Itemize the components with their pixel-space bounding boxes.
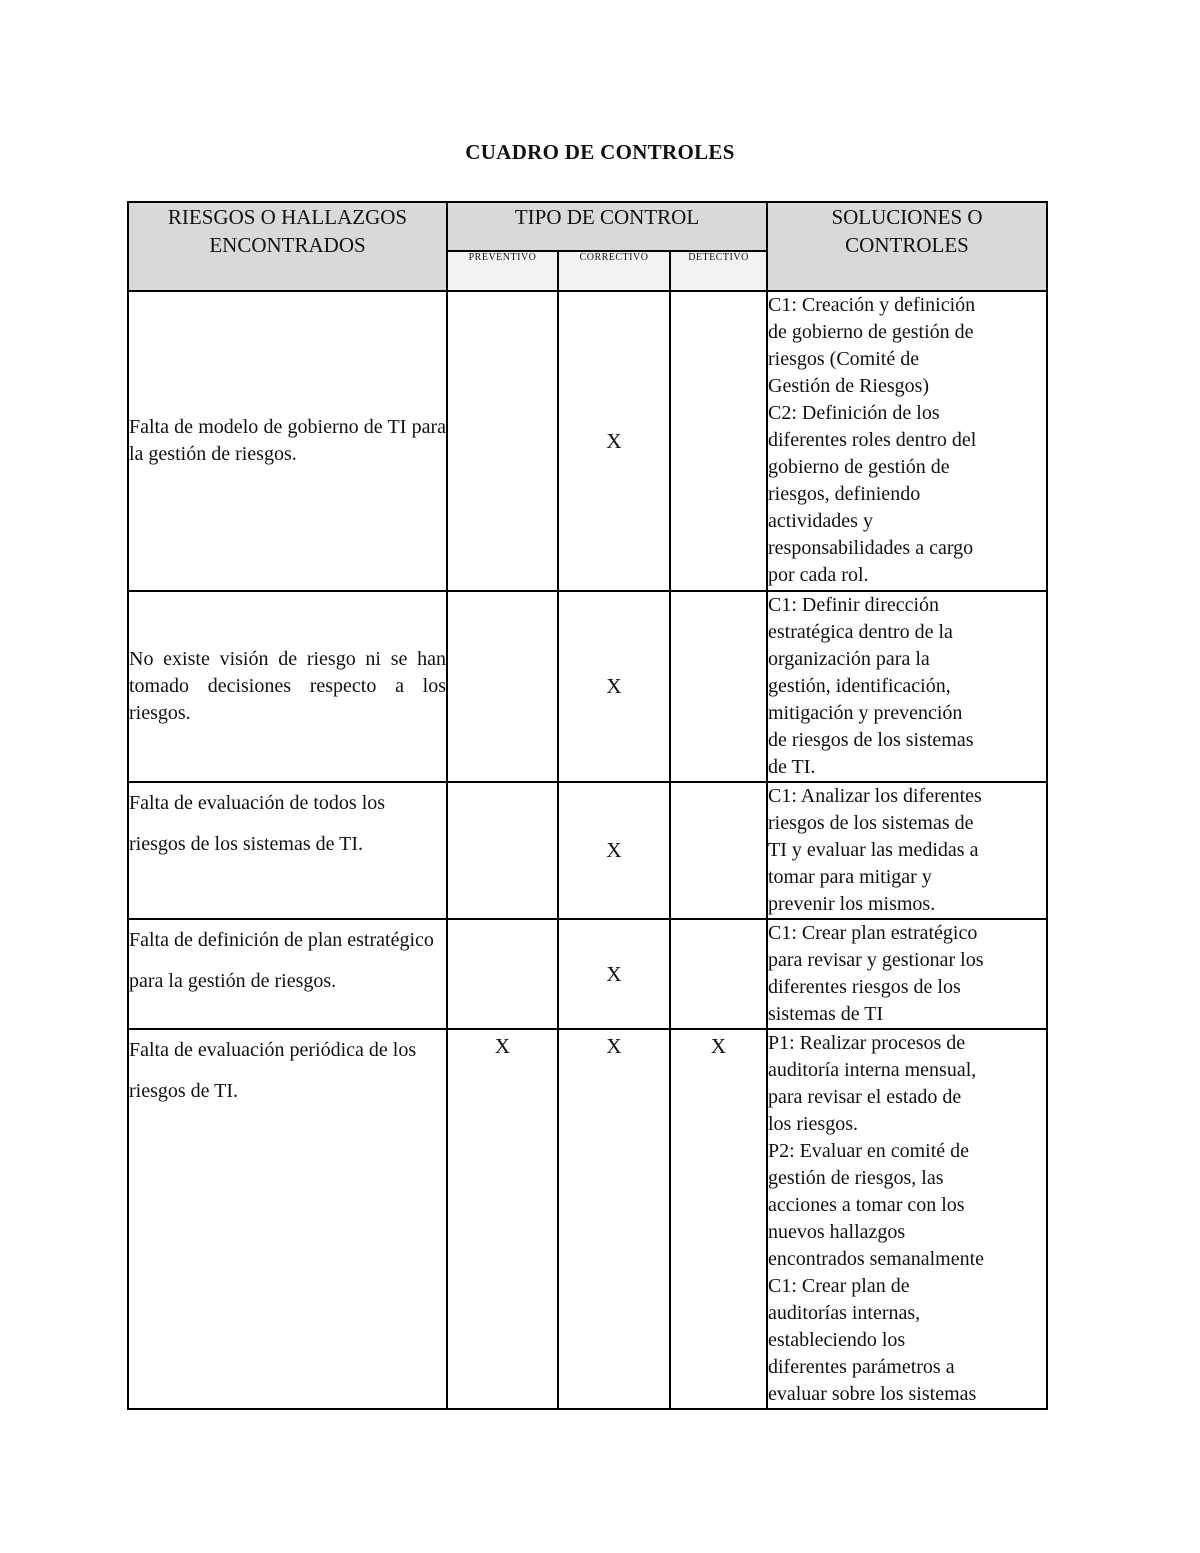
table-row [128, 1029, 1047, 1409]
solution-line: diferentes roles dentro del [768, 429, 977, 451]
solution-line: C1: Analizar los diferentes [768, 785, 982, 807]
risk-text: Falta de evaluación periódica de los riesgos de TI. [129, 1039, 417, 1102]
solution-line: evaluar sobre los sistemas [768, 1383, 977, 1405]
solution-line: de TI. [768, 756, 816, 778]
risk-cell [128, 291, 447, 591]
solution-line: riesgos, definiendo [768, 483, 921, 505]
solution-line: P2: Evaluar en comité de [768, 1140, 970, 1162]
solution-line: C1: Crear plan de [768, 1275, 910, 1297]
solution-line: TI y evaluar las medidas a [768, 839, 979, 861]
header-preventive: PREVENTIVO [447, 251, 558, 291]
header-control-type: TIPO DE CONTROL [447, 202, 767, 251]
solution-line: para revisar y gestionar los [768, 949, 984, 971]
preventive-mark [447, 591, 558, 782]
solution-line: acciones a tomar con los [768, 1194, 965, 1216]
solution-line: actividades y [768, 510, 873, 532]
solution-line: riesgos (Comité de [768, 348, 920, 370]
solution-line: gestión, identificación, [768, 675, 951, 697]
corrective-mark: X [558, 291, 670, 591]
risk-cell [128, 919, 447, 1029]
risk-text: Falta de modelo de gobierno de TI para la gestión de riesgos. [129, 416, 446, 465]
solution-line: mitigación y prevención [768, 702, 963, 724]
table-row [128, 919, 1047, 1029]
risk-text: No existe visión de riesgo ni se han tomado decisiones respecto a los riesgos. [129, 648, 446, 724]
corrective-mark: X [558, 782, 670, 919]
header-corrective: CORRECTIVO [558, 251, 670, 291]
risk-cell [128, 782, 447, 919]
detective-mark [670, 919, 767, 1029]
solution-line: prevenir los mismos. [768, 893, 936, 915]
solution-line: diferentes riesgos de los [768, 976, 961, 998]
header-risks: RIESGOS O HALLAZGOS ENCONTRADOS [128, 202, 447, 291]
table-row [128, 591, 1047, 782]
table-row [128, 782, 1047, 919]
controls-table [127, 201, 1048, 1410]
solution-cell [767, 1029, 1047, 1409]
solution-line: C1: Creación y definición [768, 294, 976, 316]
header-solutions: SOLUCIONES O CONTROLES [767, 202, 1047, 291]
solution-line: para revisar el estado de [768, 1086, 962, 1108]
solution-line: riesgos de los sistemas de [768, 812, 974, 834]
preventive-mark [447, 291, 558, 591]
detective-mark [670, 782, 767, 919]
solution-line: auditoría interna mensual, [768, 1059, 977, 1081]
solution-line: C1: Crear plan estratégico [768, 922, 978, 944]
solution-line: diferentes parámetros a [768, 1356, 955, 1378]
detective-mark: X [670, 1029, 767, 1409]
risk-text: Falta de evaluación de todos los riesgos de los sistemas de TI. [129, 792, 386, 855]
solution-line: C2: Definición de los [768, 402, 940, 424]
solution-line: organización para la [768, 648, 930, 670]
solution-line: estableciendo los [768, 1329, 906, 1351]
solution-line: Gestión de Riesgos) [768, 375, 930, 397]
solution-line: estratégica dentro de la [768, 621, 953, 643]
solution-line: encontrados semanalmente [768, 1248, 985, 1270]
header-detective: DETECTIVO [670, 251, 767, 291]
solution-line: gestión de riesgos, las [768, 1167, 944, 1189]
risk-cell [128, 1029, 447, 1409]
solution-line: P1: Realizar procesos de [768, 1032, 966, 1054]
solution-line: de gobierno de gestión de [768, 321, 974, 343]
preventive-mark: X [447, 1029, 558, 1409]
preventive-mark [447, 782, 558, 919]
solution-cell [767, 591, 1047, 782]
solution-line: gobierno de gestión de [768, 456, 950, 478]
solution-cell [767, 291, 1047, 591]
risk-cell [128, 591, 447, 782]
document-title: CUADRO DE CONTROLES [465, 140, 735, 164]
solution-line: de riesgos de los sistemas [768, 729, 974, 751]
detective-mark [670, 591, 767, 782]
solution-line: responsabilidades a cargo [768, 537, 974, 559]
preventive-mark [447, 919, 558, 1029]
corrective-mark: X [558, 919, 670, 1029]
risk-text: Falta de definición de plan estratégico para la gestión de riesgos. [129, 929, 434, 992]
table-row [128, 291, 1047, 591]
detective-mark [670, 291, 767, 591]
solution-line: tomar para mitigar y [768, 866, 932, 888]
solution-line: sistemas de TI [768, 1003, 884, 1025]
solution-line: los riesgos. [768, 1113, 858, 1135]
solution-cell [767, 919, 1047, 1029]
solution-line: nuevos hallazgos [768, 1221, 906, 1243]
corrective-mark: X [558, 1029, 670, 1409]
solution-line: C1: Definir dirección [768, 594, 940, 616]
solution-cell [767, 782, 1047, 919]
corrective-mark: X [558, 591, 670, 782]
solution-line: por cada rol. [768, 564, 869, 586]
solution-line: auditorías internas, [768, 1302, 921, 1324]
